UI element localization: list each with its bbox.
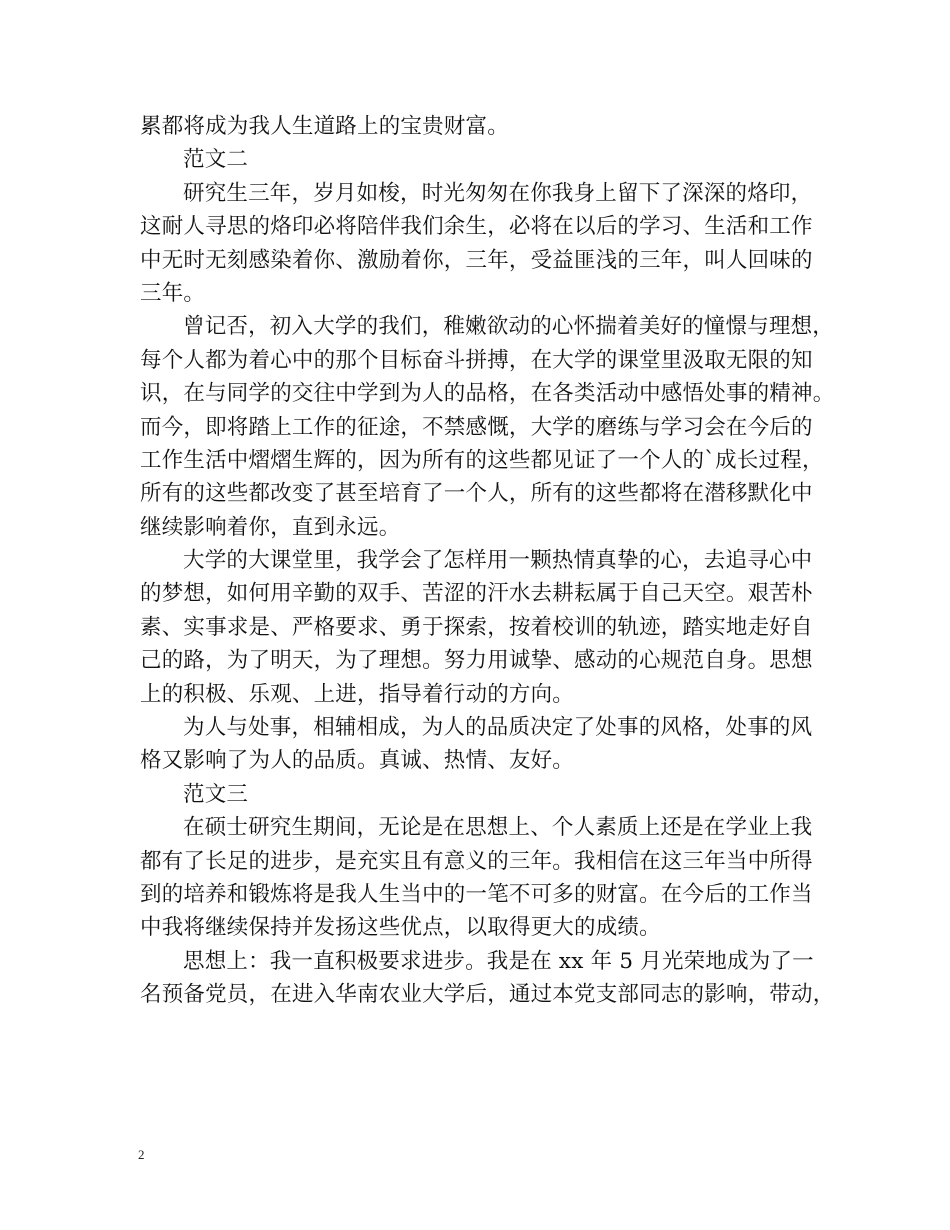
text-line: 上的积极、乐观、上进，指导着行动的方向。 (140, 681, 575, 707)
text-line: 研究生三年，岁月如梭，时光匆匆在你我身上留下了深深的烙印， (183, 180, 813, 206)
text-line: 继续影响着你，直到永远。 (140, 514, 401, 540)
text-line: 累都将成为我人生道路上的宝贵财富。 (140, 114, 509, 139)
text-line: 都有了长足的进步，是充实且有意义的三年。我相信在这三年当中所得 (140, 848, 813, 874)
text-line: 所有的这些都改变了甚至培育了一个人，所有的这些都将在潜移默化中 (140, 481, 813, 507)
text-line: 的梦想，如何用辛勤的双手、苦涩的汗水去耕耘属于自己天空。艰苦朴 (140, 581, 813, 607)
text-line: 中无时无刻感染着你、激励着你，三年，受益匪浅的三年，叫人回味的 (140, 247, 813, 273)
text-line: 而今，即将踏上工作的征途，不禁感慨，大学的磨练与学习会在今后的 (140, 414, 813, 440)
text-line: 名预备党员，在进入华南农业大学后，通过本党支部同志的影响，带动， (140, 982, 835, 1008)
text-line: 大学的大课堂里，我学会了怎样用一颗热情真挚的心，去追寻心中 (183, 548, 813, 574)
text-line: 己的路，为了明天，为了理想。努力用诚挚、感动的心规范自身。思想 (140, 648, 813, 674)
page-number: 2 (138, 1147, 145, 1162)
text-line: 识，在与同学的交往中学到为人的品格，在各类活动中感悟处事的精神。 (140, 381, 835, 407)
text-line: 在硕士研究生期间，无论是在思想上、个人素质上还是在学业上我 (183, 815, 813, 841)
text-line: 为人与处事，相辅相成，为人的品质决定了处事的风格，处事的风 (183, 715, 813, 741)
section-heading: 范文二 (183, 147, 249, 173)
text-line: 中我将继续保持并发扬这些优点，以取得更大的成绩。 (140, 915, 661, 941)
text-line: 格又影响了为人的品质。真诚、热情、友好。 (140, 748, 575, 774)
text-line: 每个人都为着心中的那个目标奋斗拼搏，在大学的课堂里汲取无限的知 (140, 347, 813, 373)
text-line: 三年。 (140, 280, 206, 306)
text-line: 工作生活中熠熠生辉的，因为所有的这些都见证了一个人的`成长过程， (140, 447, 824, 473)
text-line: 曾记否，初入大学的我们，稚嫩欲动的心怀揣着美好的憧憬与理想， (183, 314, 835, 340)
section-heading: 范文三 (183, 781, 249, 807)
text-line: 这耐人寻思的烙印必将陪伴我们余生，必将在以后的学习、生活和工作 (140, 214, 813, 240)
text-line: 素、实事求是、严格要求、勇于探索，按着校训的轨迹，踏实地走好自 (140, 614, 813, 640)
body-text (140, 110, 835, 1012)
text-line: 思想上：我一直积极要求进步。我是在 xx 年 5 月光荣地成为了一 (183, 948, 814, 974)
text-line: 到的培养和锻炼将是我人生当中的一笔不可多的财富。在今后的工作当 (140, 881, 813, 907)
